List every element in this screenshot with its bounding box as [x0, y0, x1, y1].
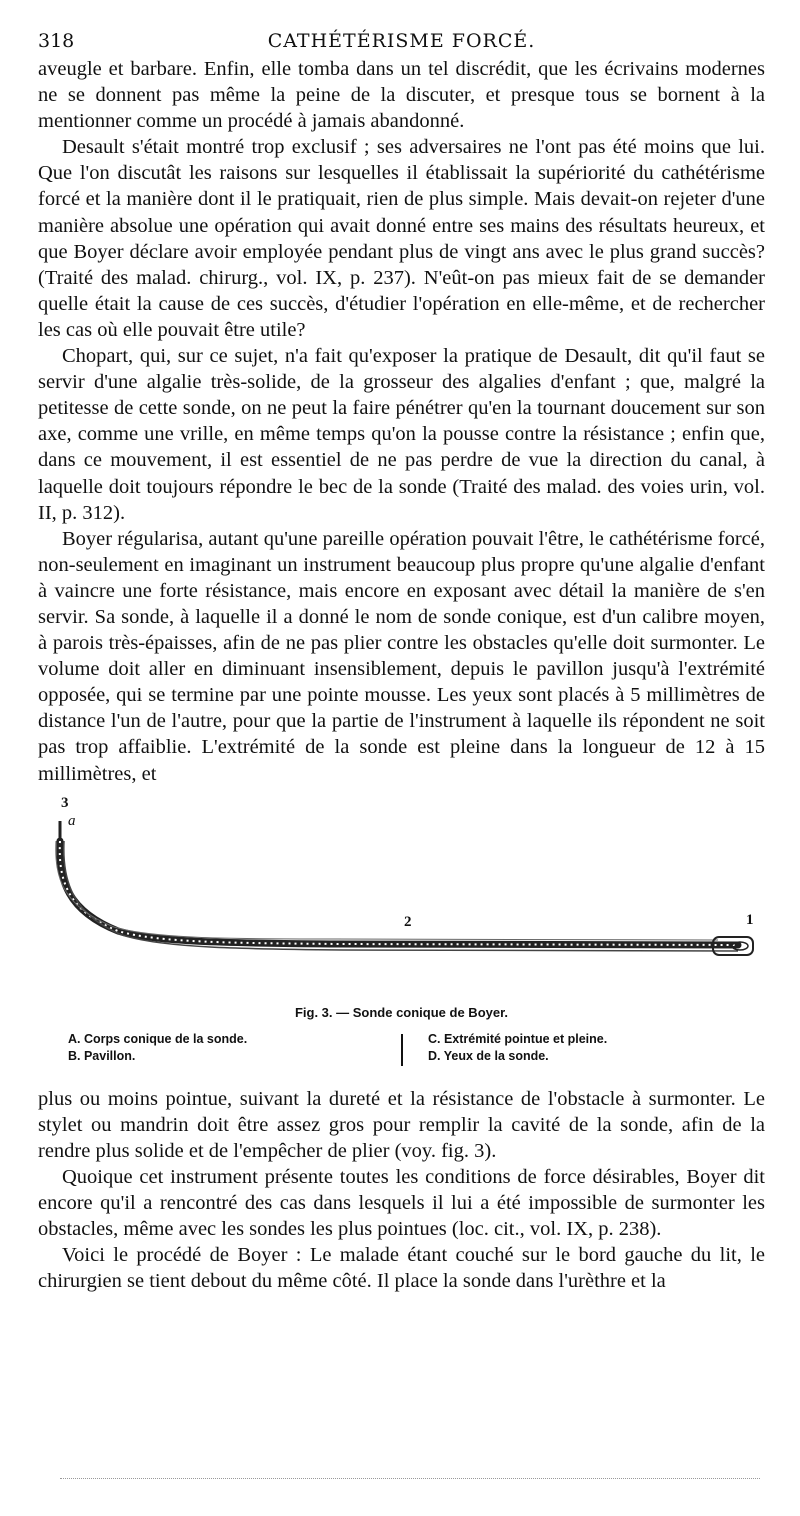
running-title: CATHÉTÉRISME FORCÉ. [267, 30, 536, 52]
paragraph-chopart: Chopart, qui, sur ce sujet, n'a fait qu'exposer la pratique de Desault, dit qu'il faut se servir d'une algalie très-solide, de la grosseur des algalies d'enfant ; que, malgré la petitesse de cette sonde, on ne peut la faire pénétrer qu'en la tournant doucement sur son axe, comme une vrille, en même temps qu'on la pousse contre la résistance ; enfin que, dans ce mouvement, il est essentiel de ne pas perdre de vue la direction du canal, à laquelle doit toujours répondre le bec de la sonde (Traité des malad. des voies urin, vol. II, p. 312). [38, 345, 765, 524]
figure-sonde-conique [38, 791, 765, 1086]
figure-label-1: 1 [746, 911, 754, 928]
figure-label-2: 2 [404, 913, 412, 930]
legend-item-d: D. Yeux de la sonde. [428, 1048, 549, 1063]
legend-item-c: C. Extrémité pointue et pleine. [428, 1031, 608, 1046]
book-page [38, 30, 765, 1294]
paragraph-continuation-2: plus ou moins pointue, suivant la dureté et la résistance de l'obstacle à surmonter. Le stylet ou mandrin doit être assez gros pour remplir la cavité de la sonde, afin de la rendre plus solide et de l'empêcher de plier (voy. fig. 3). [38, 1087, 765, 1162]
legend-item-a: A. Corps conique de la sonde. [68, 1031, 248, 1046]
figure-legend-right [428, 1031, 607, 1065]
figure-label-a: a [68, 812, 76, 829]
figure-caption: Fig. 3. — Sonde conique de Boyer. [294, 1004, 509, 1020]
page-number: 318 [38, 30, 75, 52]
footer-rule [60, 1478, 760, 1479]
running-head [38, 30, 765, 56]
legend-item-b: B. Pavillon. [68, 1048, 136, 1063]
paragraph-voici: Voici le procédé de Boyer : Le malade étant couché sur le bord gauche du lit, le chirurgien se tient debout du même côté. Il place la sonde dans l'urèthre et la [38, 1244, 765, 1293]
paragraph-desault: Desault s'était montré trop exclusif ; ses adversaires ne l'ont pas été moins que lui. Que l'on discutât les raisons sur lesquelles il établissait la supériorité du cathétérisme forcé et la manière dont il le pratiquait, rien de plus simple. Mais devait-on rejeter d'une manière absolue une opération qui avait donné entre ses mains des résultats heureux, et que Boyer déclare avoir employée pendant plus de vingt ans avec le plus grand succès? (Traité des malad. chirurg., vol. IX, p. 237). N'eût-on pas mieux fait de se demander quelle était la cause de ces succès, d'étudier l'opération en elle-même, et de rechercher les cas où elle pouvait être utile? [38, 136, 765, 341]
figure-label-3: 3 [61, 794, 69, 811]
legend-divider [401, 1034, 403, 1066]
figure-legend-left [68, 1031, 247, 1065]
paragraph-quoique: Quoique cet instrument présente toutes les conditions de force désirables, Boyer dit encore qu'il a rencontré des cas dans lesquels il lui a été impossible de surmonter les obstacles, même avec les sondes les plus pointues (loc. cit., vol. IX, p. 238). [38, 1165, 765, 1241]
catheter-illustration [38, 791, 765, 1001]
paragraph-boyer: Boyer régularisa, autant qu'une pareille opération pouvait l'être, le cathétérisme forcé, non-seulement en imaginant un instrument beaucoup plus propre qu'une algalie d'enfant à vaincre une forte résistance, mais encore en exposant avec détail la manière de s'en servir. Sa sonde, à laquelle il a donné le nom de sonde conique, est d'un calibre moyen, à parois très-épaisses, afin de ne pas plier contre les obstacles qu'elle doit surmonter. Le volume doit aller en diminuant insensiblement, depuis le pavillon jusqu'à l'extrémité opposée, qui se termine par une pointe mousse. Les yeux sont placés à 5 millimètres de distance l'un de l'autre, pour que la partie de l'instrument à laquelle ils répondent ne soit pas trop affaiblie. L'extrémité de la sonde est pleine dans la longueur de 12 à 15 millimètres, et [38, 527, 765, 785]
paragraph-continuation: aveugle et barbare. Enfin, elle tomba dans un tel discrédit, que les écrivains modernes ne se donnent pas même la peine de la discuter, et presque tous se bornent à la mentionner comme un procédé à jamais abandonné. [38, 58, 765, 133]
